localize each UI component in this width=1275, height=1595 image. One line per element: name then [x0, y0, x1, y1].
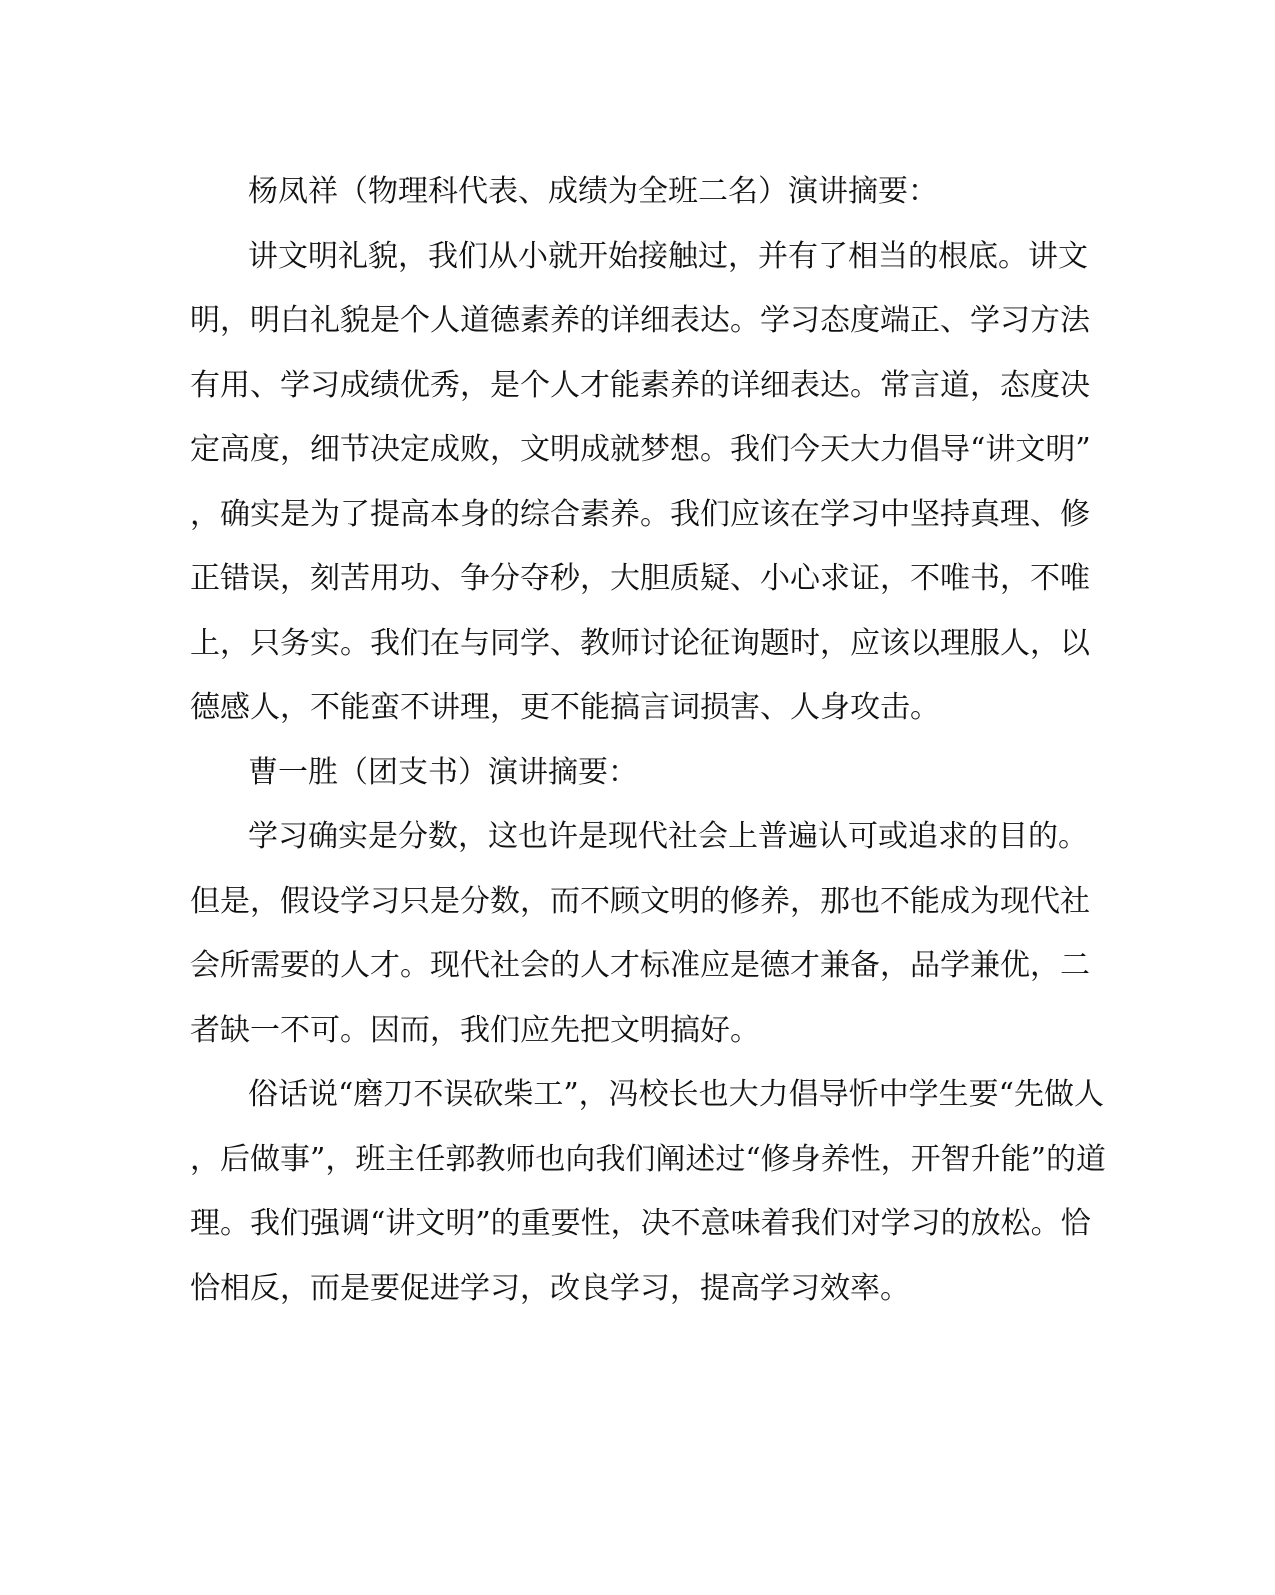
- paragraph-line: 有用、学习成绩优秀，是个人才能素养的详细表达。常言道，态度决: [190, 367, 1090, 403]
- paragraph-line: ，确实是为了提高本身的综合素养。我们应该在学习中坚持真理、修: [190, 496, 1090, 532]
- paragraph-line: 理。我们强调“讲文明”的重要性，决不意味着我们对学习的放松。恰: [190, 1206, 1091, 1241]
- speaker-heading-yang: 杨凤祥（物理科代表、成绩为全班二名）演讲摘要：: [248, 174, 938, 209]
- paragraph-line: 但是，假设学习只是分数，而不顾文明的修养，那也不能成为现代社: [190, 883, 1090, 919]
- paragraph-line: 明，明白礼貌是个人道德素养的详细表达。学习态度端正、学习方法: [190, 303, 1090, 338]
- paragraph-line: 上，只务实。我们在与同学、教师讨论征询题时，应该以理服人，以: [190, 625, 1090, 661]
- paragraph-line: 定高度，细节决定成败，文明成就梦想。我们今天大力倡导“讲文明”: [190, 432, 1091, 467]
- paragraph-line: 俗话说“磨刀不误砍柴工”，冯校长也大力倡导忻中学生要“先做人: [248, 1077, 1105, 1112]
- paragraph-line: ，后做事”，班主任郭教师也向我们阐述过“修身养性，开智升能”的道: [190, 1141, 1107, 1177]
- paragraph-line: 学习确实是分数，这也许是现代社会上普遍认可或追求的目的。: [248, 819, 1088, 854]
- paragraph-line: 恰相反，而是要促进学习，改良学习，提高学习效率。: [190, 1270, 910, 1306]
- paragraph-line: 德感人，不能蛮不讲理，更不能搞言词损害、人身攻击。: [190, 690, 940, 725]
- paragraph-line: 讲文明礼貌，我们从小就开始接触过，并有了相当的根底。讲文: [248, 238, 1088, 274]
- paragraph-line: 者缺一不可。因而，我们应先把文明搞好。: [190, 1012, 760, 1048]
- speaker-heading-cao: 曹一胜（团支书）演讲摘要：: [248, 754, 638, 790]
- paragraph-line: 会所需要的人才。现代社会的人才标准应是德才兼备，品学兼优，二: [190, 948, 1090, 983]
- paragraph-line: 正错误，刻苦用功、争分夺秒，大胆质疑、小心求证，不唯书，不唯: [190, 561, 1090, 596]
- document-body: [190, 160, 1107, 1321]
